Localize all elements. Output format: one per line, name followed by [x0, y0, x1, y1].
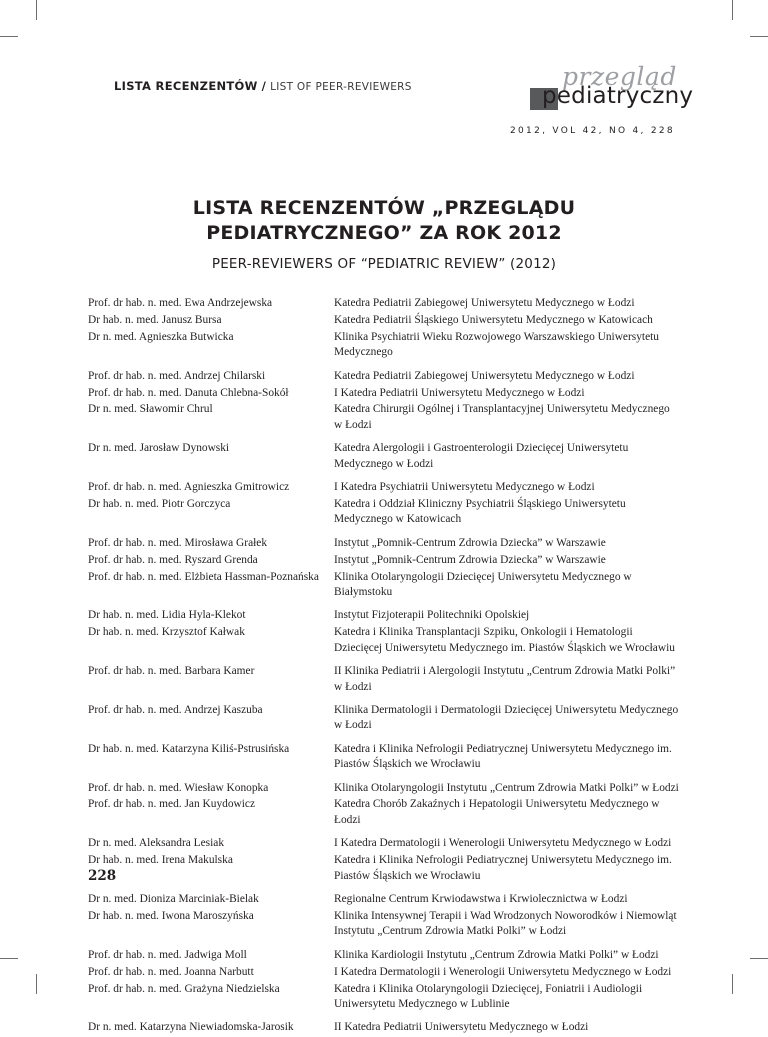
- page-title-line2: PEDIATRYCZNEGO” ZA ROK 2012: [206, 222, 562, 244]
- reviewer-institution: I Katedra Pediatrii Uniwersytetu Medycznego w Łodzi: [334, 386, 585, 399]
- reviewer-name: Dr n. med. Sławomir Chrul: [88, 403, 213, 416]
- reviewer-row: [88, 536, 688, 551]
- reviewer-institution: Instytut „Pomnik-Centrum Zdrowia Dziecka” w Warszawie: [334, 553, 606, 566]
- reviewer-row: [88, 553, 688, 568]
- reviewer-name: Prof. dr hab. n. med. Andrzej Chilarski: [88, 369, 266, 382]
- reviewer-row: [88, 386, 688, 401]
- reviewer-name: Dr hab. n. med. Piotr Gorczyca: [88, 497, 231, 510]
- reviewer-institution: Klinika Kardiologii Instytutu „Centrum Zdrowia Matki Polki” w Łodzi: [334, 948, 659, 961]
- reviewer-row: [88, 797, 688, 828]
- reviewer-row: [88, 703, 688, 734]
- reviewer-row: [88, 892, 688, 907]
- crop-mark: [750, 36, 768, 37]
- reviewer-row: [88, 313, 688, 328]
- reviewer-name: Dr hab. n. med. Iwona Maroszyńska: [88, 909, 254, 922]
- reviewer-row: [88, 836, 688, 851]
- reviewer-institution: Katedra Chorób Zakaźnych i Hepatologii Uniwersytetu Medycznego w Łodzi: [334, 798, 660, 826]
- reviewer-institution: I Katedra Psychiatrii Uniwersytetu Medycznego w Łodzi: [334, 481, 595, 494]
- reviewer-institution: II Katedra Pediatrii Uniwersytetu Medycznego w Łodzi: [334, 1021, 589, 1034]
- page-title: [114, 196, 654, 246]
- reviewer-row: [88, 441, 688, 472]
- crop-mark: [36, 0, 37, 20]
- reviewer-institution: Klinika Otolaryngologii Instytutu „Centrum Zdrowia Matki Polki” w Łodzi: [334, 781, 679, 794]
- reviewer-institution: Katedra i Klinika Nefrologii Pediatrycznej Uniwersytetu Medycznego im. Piastów Śląskich we Wrocławiu: [334, 854, 672, 882]
- crop-mark: [0, 958, 18, 959]
- reviewer-name: Dr hab. n. med. Janusz Bursa: [88, 313, 222, 326]
- section-title-en: LIST OF PEER-REVIEWERS: [270, 81, 412, 93]
- reviewer-list: [88, 296, 688, 1037]
- logo-bottom-text: pediatryczny: [542, 83, 694, 109]
- reviewer-institution: Klinika Intensywnej Terapii i Wad Wrodzonych Noworodków i Niemowląt Instytutu „Centrum Zdrowia Matki Polki” w Łodzi: [334, 909, 677, 938]
- reviewer-name: Prof. dr hab. n. med. Grażyna Niedzielska: [88, 982, 280, 995]
- reviewer-row: [88, 982, 688, 1013]
- crop-mark: [732, 974, 733, 994]
- reviewer-row: [88, 909, 688, 940]
- reviewer-name: Dr hab. n. med. Irena Makulska: [88, 854, 233, 867]
- reviewer-institution: Katedra i Klinika Otolaryngologii Dziecięcej, Foniatrii i Audiologii Uniwersytetu Medycznego w Lublinie: [334, 982, 643, 1010]
- crop-mark: [732, 0, 733, 20]
- reviewer-name: Prof. dr hab. n. med. Wiesław Konopka: [88, 781, 269, 794]
- reviewer-row: [88, 1020, 688, 1035]
- page-title-line1: LISTA RECENZENTÓW „PRZEGLĄDU: [192, 197, 576, 219]
- reviewer-institution: Klinika Otolaryngologii Dziecięcej Uniwersytetu Medycznego w Białymstoku: [334, 570, 632, 598]
- reviewer-institution: Katedra i Oddział Kliniczny Psychiatrii Śląskiego Uniwersytetu Medycznego w Katowicach: [334, 497, 626, 526]
- reviewer-institution: Katedra Pediatrii Zabiegowej Uniwersytetu Medycznego w Łodzi: [334, 297, 635, 309]
- reviewer-name: Dr hab. n. med. Krzysztof Kałwak: [88, 626, 245, 639]
- reviewer-row: [88, 497, 688, 528]
- reviewer-institution: Regionalne Centrum Krwiodawstwa i Krwiolecznictwa w Łodzi: [334, 893, 628, 905]
- reviewer-row: [88, 853, 688, 884]
- reviewer-row: [88, 369, 688, 384]
- reviewer-name: Dr n. med. Dioniza Marciniak-Bielak: [88, 893, 259, 905]
- reviewer-institution: Katedra Chirurgii Ogólnej i Transplantacyjnej Uniwersytetu Medycznego w Łodzi: [334, 403, 670, 431]
- reviewer-name: Prof. dr hab. n. med. Andrzej Kaszuba: [88, 703, 263, 716]
- reviewer-institution: Klinika Dermatologii i Dermatologii Dziecięcej Uniwersytetu Medycznego w Łodzi: [334, 703, 679, 732]
- reviewer-name: Prof. dr hab. n. med. Ewa Andrzejewska: [88, 297, 273, 309]
- page-subtitle: PEER-REVIEWERS OF “PEDIATRIC REVIEW” (2012): [211, 256, 557, 272]
- page-number: 228: [88, 868, 117, 884]
- crop-mark: [0, 36, 18, 37]
- reviewer-row: [88, 402, 688, 433]
- section-separator: /: [261, 79, 267, 93]
- reviewer-name: Prof. dr hab. n. med. Barbara Kamer: [88, 665, 255, 678]
- issue-info: 2012, VOL 42, NO 4, 228: [510, 126, 675, 136]
- reviewer-name: Prof. dr hab. n. med. Jan Kuydowicz: [88, 798, 256, 811]
- reviewer-institution: Katedra i Klinika Nefrologii Pediatrycznej Uniwersytetu Medycznego im. Piastów Śląskich we Wrocławiu: [334, 742, 672, 771]
- reviewer-name: Prof. dr hab. n. med. Danuta Chlebna-Sokół: [88, 386, 289, 399]
- reviewer-name: Prof. dr hab. n. med. Agnieszka Gmitrowicz: [88, 481, 290, 494]
- reviewer-name: Prof. dr hab. n. med. Ryszard Grenda: [88, 553, 258, 566]
- reviewer-name: Dr n. med. Katarzyna Niewiadomska-Jarosik: [88, 1021, 294, 1034]
- reviewer-name: Prof. dr hab. n. med. Jadwiga Moll: [88, 948, 247, 961]
- reviewer-row: [88, 965, 688, 980]
- logo-top-text: przegląd: [562, 62, 677, 91]
- reviewer-row: [88, 781, 688, 796]
- reviewer-institution: II Klinika Pediatrii i Alergologii Instytutu „Centrum Zdrowia Matki Polki” w Łodzi: [334, 665, 676, 693]
- reviewer-row: [88, 608, 688, 623]
- reviewer-row: [88, 742, 688, 773]
- reviewer-institution: Katedra Pediatrii Śląskiego Uniwersytetu Medycznego w Katowicach: [334, 313, 653, 326]
- reviewer-row: [88, 948, 688, 963]
- reviewer-row: [88, 330, 688, 361]
- crop-mark: [750, 958, 768, 959]
- journal-logo: [520, 62, 694, 112]
- reviewer-name: Prof. dr hab. n. med. Elżbieta Hassman-Poznańska: [88, 570, 319, 583]
- reviewer-institution: I Katedra Dermatologii i Wenerologii Uniwersytetu Medycznego w Łodzi: [334, 837, 672, 850]
- reviewer-name: Dr n. med. Agnieszka Butwicka: [88, 330, 234, 343]
- reviewer-row: [88, 625, 688, 656]
- reviewer-institution: Klinika Psychiatrii Wieku Rozwojowego Warszawskiego Uniwersytetu Medycznego: [334, 330, 659, 359]
- reviewer-row: [88, 296, 688, 311]
- reviewer-name: Prof. dr hab. n. med. Mirosława Grałek: [88, 536, 268, 549]
- reviewer-row: [88, 480, 688, 495]
- reviewer-name: Prof. dr hab. n. med. Joanna Narbutt: [88, 965, 254, 978]
- crop-mark: [36, 974, 37, 994]
- reviewer-institution: Instytut „Pomnik-Centrum Zdrowia Dziecka” w Warszawie: [334, 536, 606, 549]
- reviewer-institution: Katedra Alergologii i Gastroenterologii Dziecięcej Uniwersytetu Medycznego w Łodzi: [334, 442, 629, 470]
- section-title-pl: LISTA RECENZENTÓW: [114, 79, 258, 93]
- reviewer-row: [88, 570, 688, 601]
- reviewer-name: Dr hab. n. med. Lidia Hyla-Klekot: [88, 609, 246, 622]
- reviewer-institution: Instytut Fizjoterapii Politechniki Opolskiej: [334, 609, 530, 622]
- reviewer-name: Dr hab. n. med. Katarzyna Kiliś-Pstrusińska: [88, 742, 290, 755]
- reviewer-institution: I Katedra Dermatologii i Wenerologii Uniwersytetu Medycznego w Łodzi: [334, 965, 672, 978]
- section-label: [114, 79, 412, 93]
- reviewer-name: Dr n. med. Jarosław Dynowski: [88, 442, 230, 455]
- reviewer-institution: Katedra i Klinika Transplantacji Szpiku, Onkologii i Hematologii Dziecięcej Uniwersytetu Medycznego im. Piastów Śląskich we Wrocławiu: [334, 626, 675, 654]
- reviewer-institution: Katedra Pediatrii Zabiegowej Uniwersytetu Medycznego w Łodzi: [334, 369, 635, 382]
- reviewer-name: Dr n. med. Aleksandra Lesiak: [88, 837, 225, 850]
- reviewer-row: [88, 664, 688, 695]
